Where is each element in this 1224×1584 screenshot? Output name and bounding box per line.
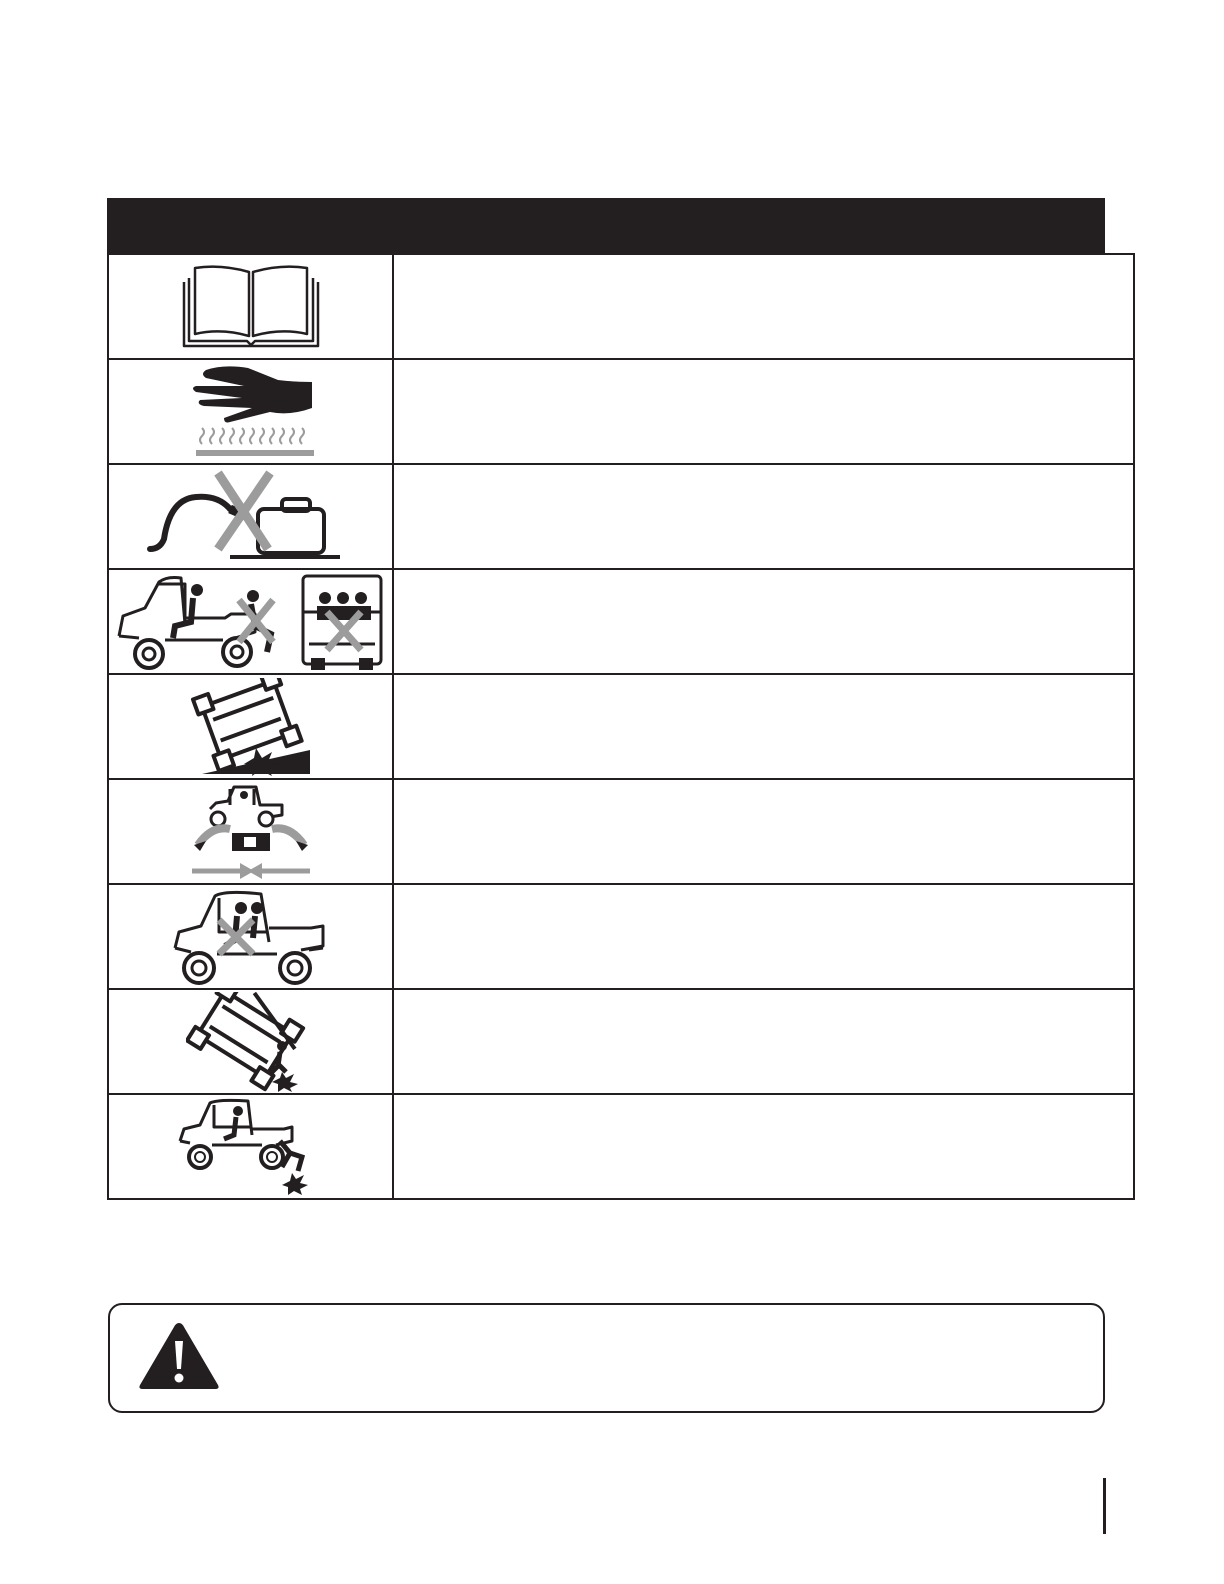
no-fuel-hose-icon — [146, 469, 356, 565]
row-description — [393, 254, 1134, 359]
table-row — [108, 674, 1134, 779]
row-description — [393, 569, 1134, 674]
manual-book-icon — [181, 262, 321, 352]
table-row — [108, 464, 1134, 569]
row-description — [393, 674, 1134, 779]
table-row — [108, 359, 1134, 464]
rollover-crush-icon — [186, 992, 316, 1092]
row-description — [393, 1094, 1134, 1199]
page-number-rule — [1103, 1478, 1106, 1534]
warning-box — [108, 1303, 1105, 1413]
row-description — [393, 779, 1134, 884]
limb-outside-hazard-icon — [176, 1097, 326, 1197]
row-description — [393, 359, 1134, 464]
hot-surface-hand-icon — [186, 362, 316, 462]
wear-seatbelt-icon — [171, 888, 331, 986]
rollover-slope-icon — [186, 678, 316, 776]
row-description — [393, 464, 1134, 569]
stay-centered-icon — [186, 783, 316, 881]
no-passengers-icon — [115, 572, 387, 672]
warning-triangle-icon — [136, 1319, 222, 1393]
table-header-bar — [107, 198, 1105, 253]
table-row — [108, 254, 1134, 359]
table-row — [108, 989, 1134, 1094]
row-description — [393, 989, 1134, 1094]
table-row — [108, 779, 1134, 884]
table-row — [108, 884, 1134, 989]
table-row — [108, 1094, 1134, 1199]
safety-symbols-table — [107, 253, 1135, 1200]
row-description — [393, 884, 1134, 989]
table-row — [108, 569, 1134, 674]
